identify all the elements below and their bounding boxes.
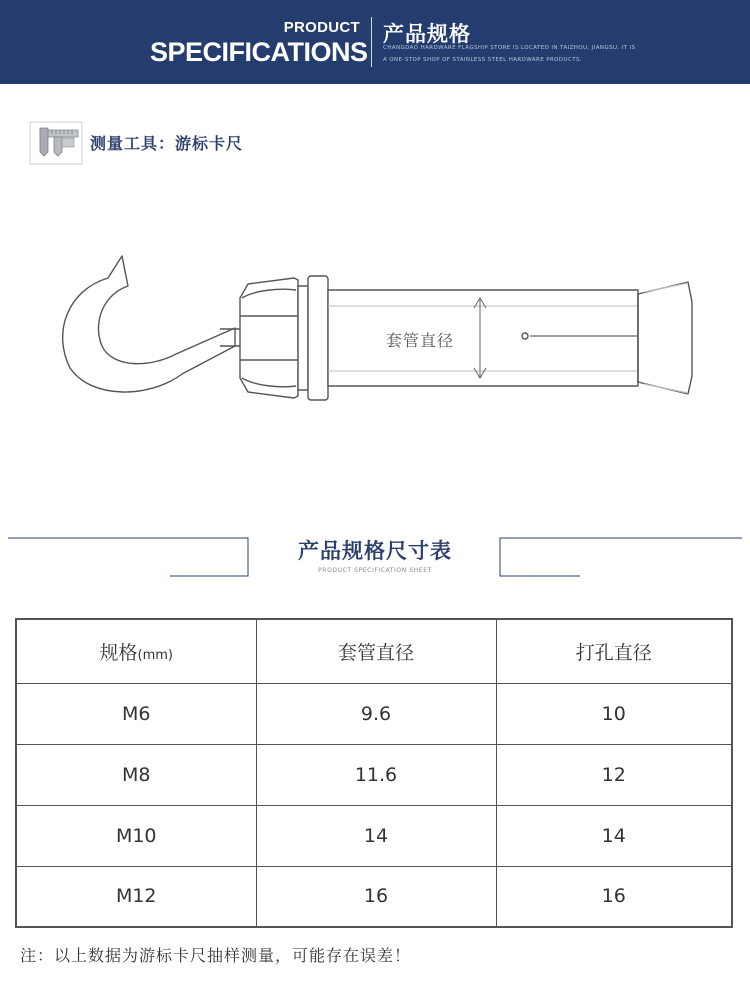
table-cell: 9.6 xyxy=(256,683,496,744)
table-row xyxy=(16,683,732,744)
sleeve-diameter-label: 套管直径 xyxy=(386,331,455,350)
header-divider xyxy=(371,17,372,67)
caliper-icon xyxy=(28,116,84,166)
spec-table xyxy=(15,618,733,928)
table-header-cell: 打孔直径 xyxy=(496,619,732,683)
header-cn-title: 产品规格 xyxy=(383,22,471,46)
hook-bolt-diagram xyxy=(40,250,710,410)
footnote: 注：以上数据为游标卡尺抽样测量，可能存在误差！ xyxy=(20,946,412,965)
table-cell: 16 xyxy=(496,866,732,927)
table-cell: M6 xyxy=(16,683,256,744)
sleeve xyxy=(328,290,638,386)
table-cell: 14 xyxy=(256,805,496,866)
section-subtitle: PRODUCT SPECIFICATION SHEET xyxy=(318,567,432,574)
table-cell: 11.6 xyxy=(256,744,496,805)
expansion-cone xyxy=(638,282,692,394)
measuring-tool-label: 测量工具：游标卡尺 xyxy=(90,134,244,153)
table-header-cell xyxy=(16,619,256,683)
section-title: 产品规格尺寸表 xyxy=(298,539,452,563)
table-cell: 14 xyxy=(496,805,732,866)
header-banner xyxy=(0,0,750,84)
table-cell: M12 xyxy=(16,866,256,927)
table-row xyxy=(16,805,732,866)
table-header-cell: 套管直径 xyxy=(256,619,496,683)
header-tagline-1: CHANGDAO HARDWARE FLAGSHIP STORE IS LOCATED IN TAIZHOU, JIANGSU. IT IS xyxy=(383,45,636,51)
header-unit: (mm) xyxy=(137,647,173,663)
table-row xyxy=(16,744,732,805)
header-tagline-2: A ONE-STOP SHOP OF STAINLESS STEEL HARDWARE PRODUCTS. xyxy=(383,57,582,63)
table-cell: 16 xyxy=(256,866,496,927)
table-header-row xyxy=(16,619,732,683)
table-cell: 12 xyxy=(496,744,732,805)
table-cell: M10 xyxy=(16,805,256,866)
hook-outline xyxy=(63,256,235,392)
header-spec-label: 规格 xyxy=(99,641,138,664)
table-cell: M8 xyxy=(16,744,256,805)
hex-nut xyxy=(240,278,298,398)
header-en-title: SPECIFICATIONS xyxy=(150,37,368,67)
table-cell: 10 xyxy=(496,683,732,744)
washer xyxy=(298,286,308,390)
table-row xyxy=(16,866,732,927)
header-en-small: PRODUCT xyxy=(283,19,360,36)
